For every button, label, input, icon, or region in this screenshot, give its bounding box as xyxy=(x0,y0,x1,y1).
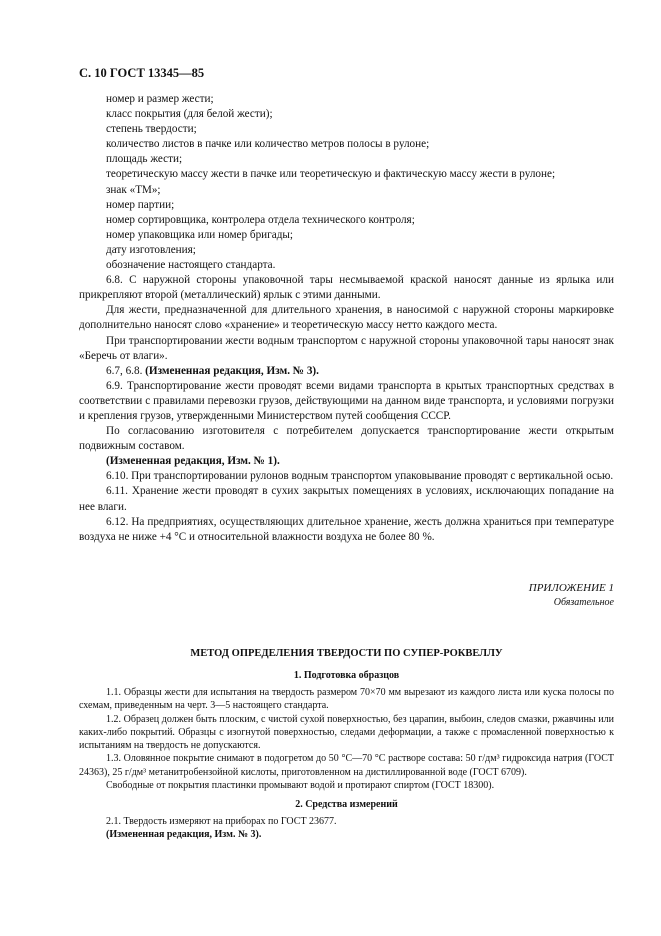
amendment-note xyxy=(79,364,614,379)
clause-6-10: 6.10. При транспортировании рулонов водным транспортом упаковывание проводят с вертикальной осью. xyxy=(106,470,614,483)
clause-numbers: 6.7, 6.8. xyxy=(106,364,143,377)
section-1-body xyxy=(79,686,614,792)
clause-6-12: 6.12. На предприятиях, осуществляющих длительное хранение, жесть должна храниться при температуре воздуха не ниже +4 °С и относительной влажности воздуха не более 80 %. xyxy=(79,515,614,543)
list-item: номер партии; xyxy=(106,198,175,211)
list-item: теоретическую массу жести в пачке или теоретическую и фактическую массу жести в рулоне; xyxy=(106,168,556,181)
list-item: дату изготовления; xyxy=(106,243,196,256)
section-2-title: 2. Средства измерений xyxy=(295,799,398,810)
appendix-title: МЕТОД ОПРЕДЕЛЕНИЯ ТВЕРДОСТИ ПО СУПЕР-РОКВЕЛЛУ xyxy=(190,648,503,659)
section-2-body xyxy=(79,815,614,842)
list-item: класс покрытия (для белой жести); xyxy=(106,108,273,121)
marking-list xyxy=(79,92,614,273)
appendix-status: Обязательное xyxy=(553,597,614,608)
list-item: площадь жести; xyxy=(106,153,183,166)
amendment-note: (Измененная редакция, Изм. № 1). xyxy=(106,455,280,468)
section-6-body xyxy=(79,92,614,545)
clause-1-2: 1.2. Образец должен быть плоским, с чистой сухой поверхностью, без царапин, выбоин, следов смазки, ржавчины или каких-либо покрытий. Образцы с изогнутой поверхностью, следами деформации, а также с промасленной поверхностью к испытаниям на твердость не допускаются. xyxy=(79,713,614,752)
page-header: С. 10 ГОСТ 13345—85 xyxy=(79,66,205,80)
list-item: номер упаковщика или номер бригады; xyxy=(106,228,294,241)
list-item: степень твердости; xyxy=(106,123,197,136)
list-item: номер и размер жести; xyxy=(106,93,214,105)
clause-1-3: 1.3. Оловянное покрытие снимают в подогретом до 50 °С—70 °С растворе состава: 50 г/дм³ гидроксида натрия (ГОСТ 24363), 25 г/дм³ метанитробензойной кислоты, приготовленном на дистиллированной воде (ГОСТ 6709). xyxy=(79,753,614,778)
clause-6-9: 6.9. Транспортирование жести проводят всеми видами транспорта в крытых транспортных средствах в соответствии с правилами перевозки грузов, действующими на данном виде транспорта, и условиями погрузки и крепления грузов, утвержденными Министерством путей сообщения СССР. xyxy=(79,379,614,422)
open-transport-paragraph: По согласованию изготовителя с потребителем допускается транспортирование жести открытым подвижным составом. xyxy=(79,425,614,453)
section-1-title: 1. Подготовка образцов xyxy=(293,670,400,681)
storage-marking-paragraph: Для жести, предназначенной для длительного хранения, в наносимой с наружной стороны маркировке дополнительно наносят слово «хранение» и теоретическую массу нетто каждого места. xyxy=(79,304,614,332)
clause-6-11: 6.11. Хранение жести проводят в сухих закрытых помещениях в условиях, исключающих попадание на нее влаги. xyxy=(79,485,614,513)
list-item: количество листов в пачке или количество метров полосы в рулоне; xyxy=(106,138,430,151)
amendment-text: (Измененная редакция, Изм. № 3). xyxy=(145,364,319,377)
appendix-label: ПРИЛОЖЕНИЕ 1 xyxy=(528,582,614,594)
amendment-note: (Измененная редакция, Изм. № 3). xyxy=(106,829,262,841)
water-transport-paragraph: При транспортировании жести водным транспортом с наружной стороны упаковочной тары наносят знак «Беречь от влаги». xyxy=(79,334,614,362)
clause-1-1: 1.1. Образцы жести для испытания на твердость размером 70×70 мм вырезают из каждого листа или куска полосы по схемам, приведенным на черт. 3—5 настоящего стандарта. xyxy=(79,687,614,712)
clause-6-8: 6.8. С наружной стороны упаковочной тары несмываемой краской наносят данные из ярлыка или прикрепляют второй (металлический) ярлык с этими данными. xyxy=(79,274,614,302)
rinse-paragraph: Свободные от покрытия пластинки промывают водой и протирают спиртом (ГОСТ 18300). xyxy=(106,780,495,792)
list-item: обозначение настоящего стандарта. xyxy=(106,259,276,272)
list-item: номер сортировщика, контролера отдела технического контроля; xyxy=(106,213,415,226)
list-item: знак «ТМ»; xyxy=(106,183,161,196)
clause-2-1: 2.1. Твердость измеряют на приборах по ГОСТ 23677. xyxy=(106,816,337,827)
